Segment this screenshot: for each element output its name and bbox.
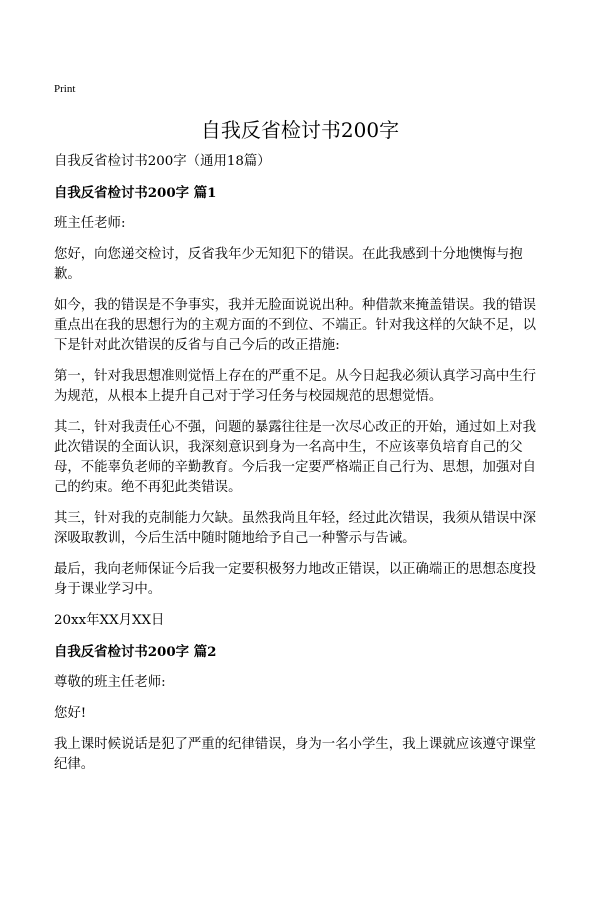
section-heading-2: 自我反省检讨书200字 篇2 [54, 644, 217, 660]
paragraph: 其三，针对我的克制能力欠缺。虽然我尚且年轻，经过此次错误，我须从错误中深深吸取教训，今后生活中随时随地给予自己一种警示与告诫。 [54, 511, 537, 546]
salutation-2: 尊敬的班主任老师: [54, 675, 166, 690]
paragraph: 我上课时候说话是犯了严重的纪律错误，身为一名小学生，我上课就应该遵守课堂纪律。 [54, 737, 537, 772]
letter-date: 20xx年XX月XX日 [54, 613, 165, 628]
paragraph: 其二，针对我责任心不强，问题的暴露往往是一次尽心改正的开始，通过如上对我此次错误的全面认识，我深刻意识到身为一名高中生，不应该辜负培育自己的父母，不能辜负老师的辛勤教育。今后我一定要严格端正自己行为、思想，加强对自己的约束。绝不再犯此类错误。 [54, 420, 537, 495]
paragraph: 您好，向您递交检讨，反省我年少无知犯下的错误。在此我感到十分地懊悔与抱歉。 [54, 247, 523, 282]
section-heading-1: 自我反省检讨书200字 篇1 [54, 185, 217, 201]
print-label: Print [54, 83, 76, 95]
paragraph: 第一，针对我思想准则觉悟上存在的严重不足。从今日起我必须认真学习高中生行为规范，从根本上提升自己对于学习任务与校园规范的思想觉悟。 [54, 369, 537, 404]
salutation-1: 班主任老师: [54, 216, 126, 231]
document-subtitle: 自我反省检讨书200字（通用18篇） [54, 154, 271, 169]
document-body [54, 152, 548, 786]
document-title: 自我反省检讨书200字 [200, 118, 400, 142]
paragraph: 最后，我向老师保证今后我一定要积极努力地改正错误，以正确端正的思想态度投身于课业学习中。 [54, 562, 537, 597]
paragraph: 如今，我的错误是不争事实，我并无脸面说说出种。种借款来掩盖错误。我的错误重点出在我的思想行为的主观方面的不到位、不端正。针对我这样的欠缺不足，以下是针对此次错误的反省与自己今后的改正措施: [54, 298, 537, 353]
greeting-2: 您好! [54, 706, 87, 721]
